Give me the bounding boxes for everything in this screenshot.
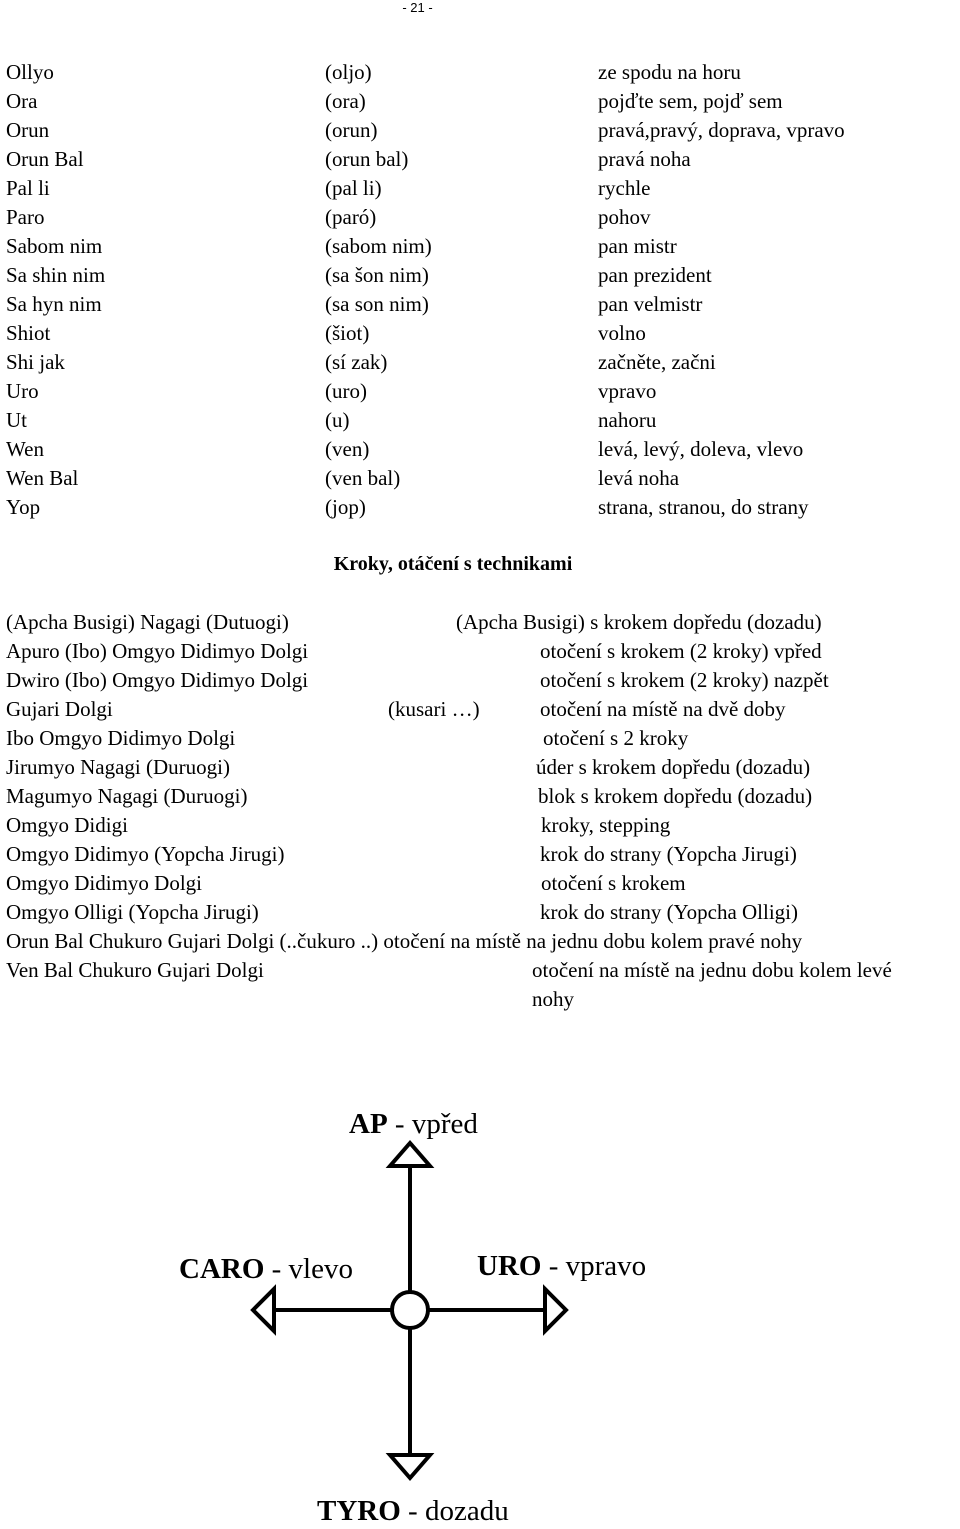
technique-term: Omgyo Didimyo Dolgi <box>6 871 203 895</box>
page-number: - 21 - <box>402 0 433 15</box>
vocab-meaning: pravá,pravý, doprava, vpravo <box>598 118 845 142</box>
technique-term: Ibo Omgyo Didimyo Dolgi <box>6 726 236 750</box>
label-backward <box>317 1494 509 1528</box>
label-backward-bold: TYRO <box>317 1495 401 1527</box>
technique-meaning: otočení s krokem (2 kroky) nazpět <box>540 668 829 692</box>
label-forward <box>349 1107 478 1141</box>
technique-term: Ven Bal Chukuro Gujari Dolgi <box>6 958 264 982</box>
center-circle-icon <box>392 1292 428 1328</box>
vocab-meaning: pan prezident <box>598 263 712 287</box>
technique-term: (Apcha Busigi) Nagagi (Dutuogi) <box>6 610 289 634</box>
vocab-term: Shiot <box>6 321 51 345</box>
arrow-right-icon <box>545 1289 566 1331</box>
technique-term: Omgyo Didimyo (Yopcha Jirugi) <box>6 842 285 866</box>
vocab-term: Shi jak <box>6 350 65 374</box>
technique-term: Omgyo Didigi <box>6 813 128 837</box>
vocab-pronunciation: (ven) <box>325 437 370 461</box>
label-forward-rest: - vpřed <box>387 1108 478 1140</box>
label-left-rest: - vlevo <box>264 1253 353 1285</box>
technique-meaning: otočení s 2 kroky <box>543 726 689 750</box>
vocab-meaning: levá, levý, doleva, vlevo <box>598 437 804 461</box>
vocab-pronunciation: (sí zak) <box>325 350 388 374</box>
vocab-meaning: levá noha <box>598 466 680 490</box>
vocab-meaning: pojďte sem, pojď sem <box>598 89 783 113</box>
technique-meaning: otočení s krokem <box>541 871 686 895</box>
vocab-meaning: pohov <box>598 205 651 229</box>
vocab-term: Sabom nim <box>6 234 103 258</box>
vocab-term: Orun <box>6 118 50 142</box>
arrow-left-icon <box>253 1289 274 1331</box>
technique-full-line: Orun Bal Chukuro Gujari Dolgi (..čukuro ..) otočení na místě na jednu dobu kolem pravé nohy <box>6 929 803 953</box>
vocab-pronunciation: (šiot) <box>325 321 370 345</box>
section-heading: Kroky, otáčení s technikami <box>333 553 573 575</box>
technique-meaning: nohy <box>532 987 574 1011</box>
technique-term: Gujari Dolgi <box>6 697 113 721</box>
label-right <box>477 1249 646 1283</box>
arrow-down-icon <box>390 1455 430 1478</box>
label-backward-rest: - dozadu <box>400 1495 509 1527</box>
vocab-pronunciation: (uro) <box>325 379 367 403</box>
label-right-rest: - vpravo <box>541 1250 647 1282</box>
vocab-term: Paro <box>6 205 45 229</box>
vocab-meaning: začněte, začni <box>598 350 716 374</box>
vocab-pronunciation: (orun bal) <box>325 147 409 171</box>
technique-term: Jirumyo Nagagi (Duruogi) <box>6 755 230 779</box>
label-forward-bold: AP <box>349 1108 388 1140</box>
vocab-meaning: vpravo <box>598 379 657 403</box>
vocab-term: Ut <box>6 408 27 432</box>
technique-note: (kusari …) <box>388 697 480 721</box>
technique-meaning: kroky, stepping <box>541 813 671 837</box>
vocab-term: Orun Bal <box>6 147 84 171</box>
technique-meaning: krok do strany (Yopcha Olligi) <box>540 900 799 924</box>
vocab-meaning: ze spodu na horu <box>598 60 741 84</box>
vocab-meaning: pravá noha <box>598 147 691 171</box>
technique-meaning: úder s krokem dopředu (dozadu) <box>536 755 811 779</box>
vocab-pronunciation: (sa son nim) <box>325 292 429 316</box>
vocab-pronunciation: (orun) <box>325 118 378 142</box>
vocab-pronunciation: (oljo) <box>325 60 372 84</box>
vocab-meaning: nahoru <box>598 408 657 432</box>
vocab-term: Ollyo <box>6 60 54 84</box>
arrow-up-icon <box>390 1143 430 1166</box>
technique-term: Apuro (Ibo) Omgyo Didimyo Dolgi <box>6 639 309 663</box>
label-right-bold: URO <box>477 1250 542 1282</box>
vocab-pronunciation: (sabom nim) <box>325 234 432 258</box>
vocab-pronunciation: (ven bal) <box>325 466 401 490</box>
vocab-term: Sa shin nim <box>6 263 106 287</box>
vocab-term: Ora <box>6 89 38 113</box>
vocab-term: Yop <box>6 495 41 519</box>
technique-meaning: krok do strany (Yopcha Jirugi) <box>540 842 797 866</box>
vocab-pronunciation: (u) <box>325 408 350 432</box>
vocab-pronunciation: (ora) <box>325 89 366 113</box>
technique-meaning: otočení na místě na dvě doby <box>540 697 786 721</box>
vocab-pronunciation: (paró) <box>325 205 377 229</box>
technique-meaning: otočení na místě na jednu dobu kolem levé <box>532 958 892 982</box>
technique-meaning: (Apcha Busigi) s krokem dopředu (dozadu) <box>456 610 822 634</box>
technique-term: Magumyo Nagagi (Duruogi) <box>6 784 248 808</box>
vocab-pronunciation: (pal li) <box>325 176 382 200</box>
technique-term: Dwiro (Ibo) Omgyo Didimyo Dolgi <box>6 668 309 692</box>
vocab-pronunciation: (sa šon nim) <box>325 263 429 287</box>
technique-meaning: otočení s krokem (2 kroky) vpřed <box>540 639 822 663</box>
vocab-term: Wen <box>6 437 44 461</box>
technique-meaning: blok s krokem dopředu (dozadu) <box>538 784 813 808</box>
vocab-pronunciation: (jop) <box>325 495 366 519</box>
technique-term: Omgyo Olligi (Yopcha Jirugi) <box>6 900 259 924</box>
label-left-bold: CARO <box>179 1253 265 1285</box>
vocab-meaning: pan velmistr <box>598 292 703 316</box>
vocab-meaning: pan mistr <box>598 234 677 258</box>
vocab-meaning: rychle <box>598 176 651 200</box>
label-left <box>179 1252 353 1286</box>
vocab-term: Uro <box>6 379 39 403</box>
vocab-meaning: volno <box>598 321 646 345</box>
vocab-term: Wen Bal <box>6 466 79 490</box>
vocab-meaning: strana, stranou, do strany <box>598 495 809 519</box>
vocab-term: Sa hyn nim <box>6 292 102 316</box>
vocab-term: Pal li <box>6 176 50 200</box>
